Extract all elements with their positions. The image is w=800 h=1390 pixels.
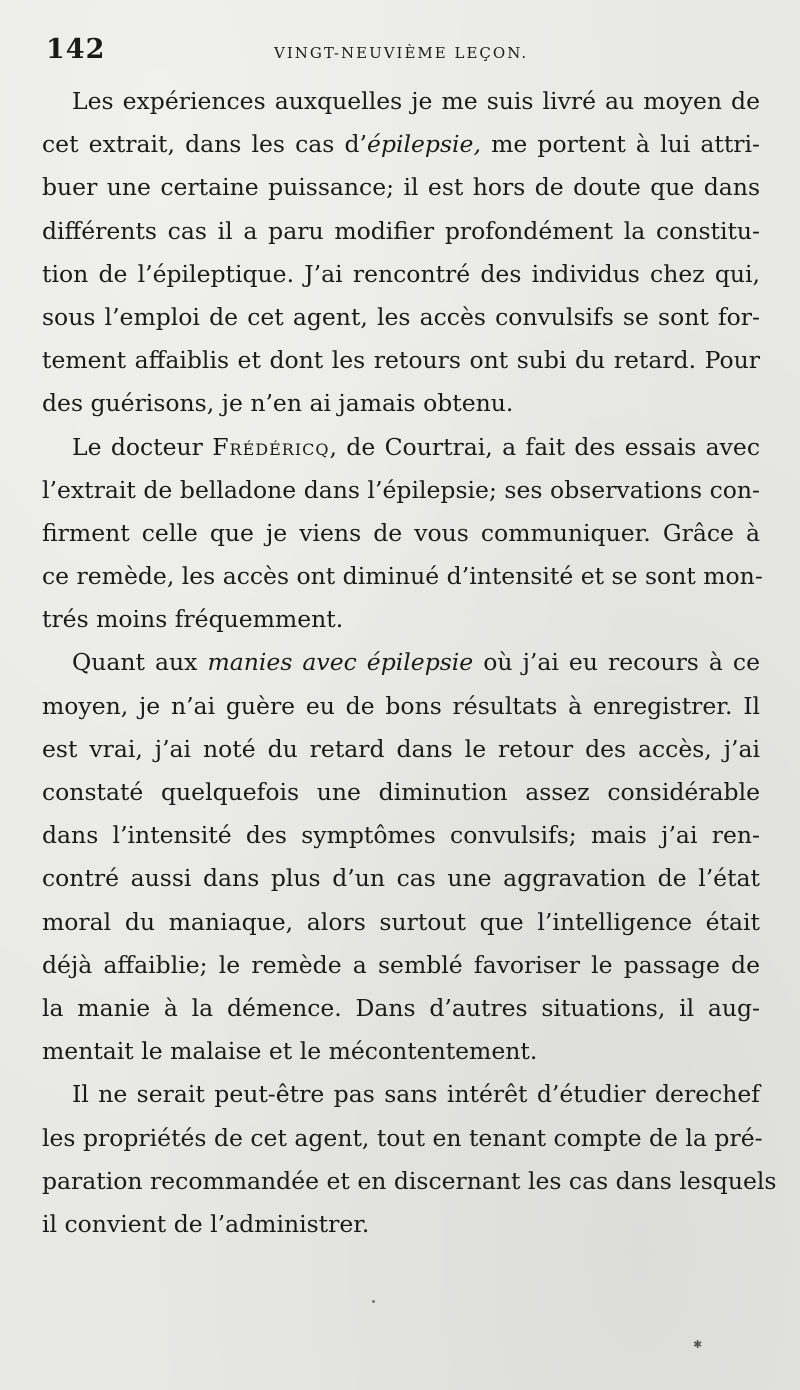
italic-term: épilepsie, [367,130,481,159]
italic-term: manies avec épilepsie [207,648,474,677]
text-line: il convient de l’administrer. [42,1209,370,1238]
text-line: ce remède, les accès ont diminué d’intensité et se sont mon- [42,562,763,591]
page-number: 142 [46,34,106,65]
printer-mark: ✱ [693,1338,703,1351]
text-segment: me portent à lui attri- [480,130,760,159]
text-segment: Quant aux [72,648,208,677]
text-line: paration recommandée et en discernant les cas dans lesquels [42,1166,777,1195]
text-line: l’extrait de belladone dans l’épilepsie; ses observations con- [42,475,760,504]
text-line: tion de l’épileptique. J’ai rencontré des individus chez qui, [42,259,760,288]
text-line: moyen, je n’ai guère eu de bons résultats à enregistrer. Il [42,691,760,720]
person-name: Frédéricq [212,432,330,461]
text-line: mentait le malaise et le mécontentement. [42,1037,538,1066]
text-segment: , de Courtrai, a fait des essais avec [329,432,760,461]
text-segment: Le docteur [72,432,213,461]
text-line: Les expériences auxquelles je me suis livré au moyen de [72,87,760,115]
text-line: trés moins fréquemment. [42,605,344,634]
text-line: dans l’intensité des symptômes convulsifs; mais j’ai ren- [42,821,760,850]
text-line: Il ne serait peut-être pas sans intérêt d’étudier derechef [72,1080,760,1109]
text-line: différents cas il a paru modifier profondément la constitu- [42,216,760,245]
text-line: les propriétés de cet agent, tout en tenant compte de la pré- [42,1123,763,1152]
paper-speck [372,1300,375,1303]
running-head: VINGT-NEUVIÈME LEÇON. [274,44,529,62]
text-line: est vrai, j’ai noté du retard dans le retour des accès, j’ai [42,734,760,763]
text-line: tement affaiblis et dont les retours ont subi du retard. Pour [42,346,760,375]
text-line [42,123,760,166]
text-line: moral du maniaque, alors surtout que l’intelligence était [42,907,760,936]
body-text [42,80,777,1246]
text-line [42,641,760,684]
text-segment: où j’ai eu recours à ce [473,648,761,677]
text-line: la manie à la démence. Dans d’autres situations, il aug- [42,993,760,1022]
text-segment: cet extrait, dans les cas d’ [42,130,368,159]
text-line: des guérisons, je n’en ai jamais obtenu. [42,389,514,418]
text-line: firment celle que je viens de vous communiquer. Grâce à [42,518,760,547]
text-line: contré aussi dans plus d’un cas une aggravation de l’état [42,864,760,893]
text-line [42,426,760,469]
text-line: constaté quelquefois une diminution assez considérable [42,778,760,806]
page-header [44,34,760,74]
text-line: sous l’emploi de cet agent, les accès convulsifs se sont for- [42,302,760,331]
text-line: buer une certaine puissance; il est hors de doute que dans [42,173,760,202]
text-line: déjà affaiblie; le remède a semblé favoriser le passage de [42,950,760,979]
